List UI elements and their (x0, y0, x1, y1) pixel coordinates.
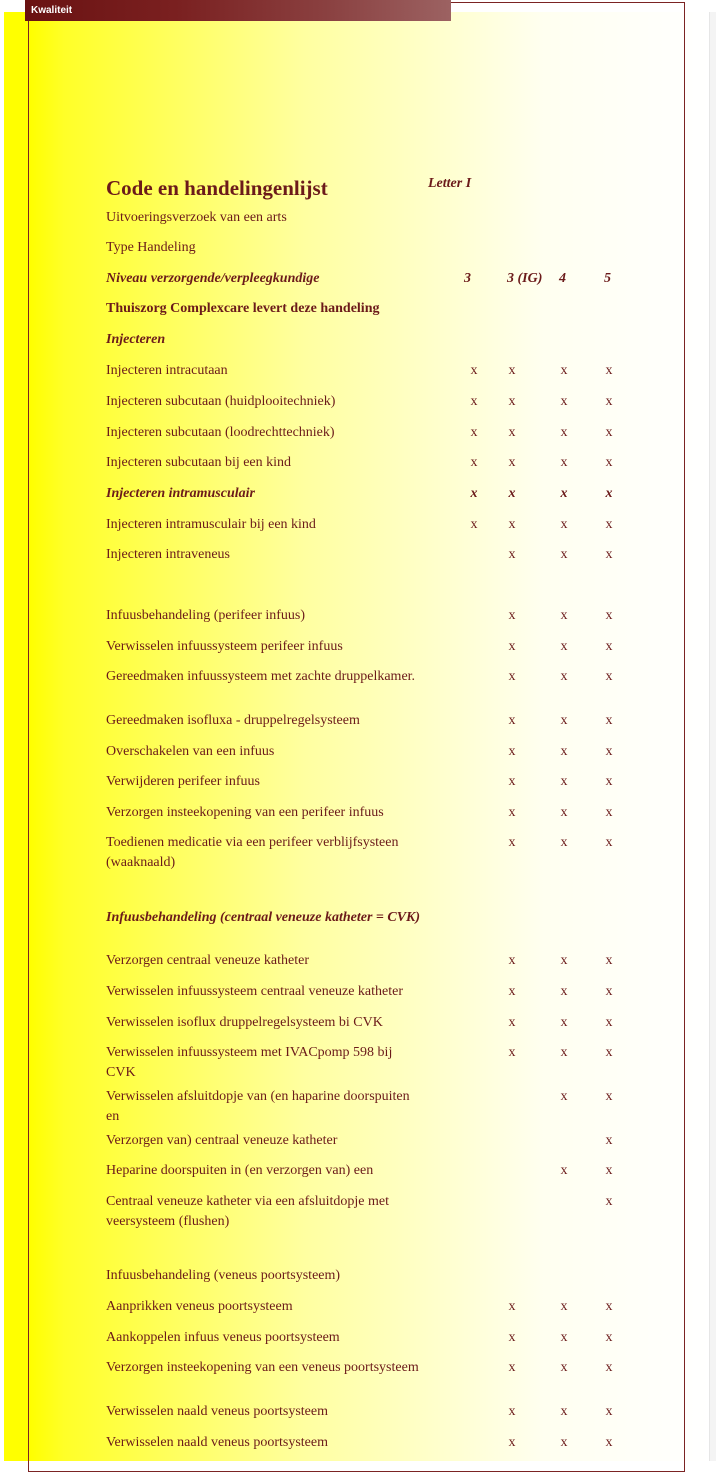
level-cell: x (470, 455, 478, 470)
level-cell: x (605, 984, 613, 999)
level-cell: x (605, 1404, 613, 1419)
level-cell: x (508, 1330, 516, 1345)
level-cell: x (508, 713, 516, 728)
level-cell: x (560, 608, 568, 623)
level-cell: x (508, 486, 516, 501)
level-cell: x (508, 1435, 516, 1450)
row-label: Injecteren subcutaan (loodrechttechniek) (106, 425, 335, 440)
level-3-header: 3 (464, 271, 471, 286)
level-cell: x (470, 394, 478, 409)
row-label: Verwisselen afsluitdopje van (en haparine doorspuiten en (106, 1089, 410, 1124)
row-label: Toedienen medicatie via een perifeer verblijfsysteen (waaknaald) (106, 835, 399, 870)
level-cell: x (605, 425, 613, 440)
level-cell: x (605, 1133, 613, 1148)
level-cell: x (560, 425, 568, 440)
letter-label: Letter I (428, 176, 472, 191)
level-cell: x (508, 744, 516, 759)
level-cell: x (508, 639, 516, 654)
level-cell: x (605, 1015, 613, 1030)
row-label: Verzorgen van) centraal veneuze katheter (106, 1133, 338, 1148)
level-cell: x (560, 486, 568, 501)
level-cell: x (560, 953, 568, 968)
level-cell: x (508, 1045, 516, 1060)
level-cell: x (605, 1089, 613, 1104)
level-cell: x (605, 669, 613, 684)
row-label: Injecteren intramusculair (106, 486, 255, 501)
level-cell: x (508, 363, 516, 378)
subtitle-label: Type Handeling (106, 240, 196, 255)
level-cell: x (508, 608, 516, 623)
level-cell: x (560, 669, 568, 684)
row-label: Injecteren (106, 332, 166, 347)
row-label: Infuusbehandeling (veneus poortsysteem) (106, 1268, 341, 1283)
header-tab: Kwaliteit (25, 0, 451, 21)
subtitle-label: Uitvoeringsverzoek van een arts (106, 210, 287, 225)
level-cell: x (605, 1299, 613, 1314)
level-cell: x (560, 517, 568, 532)
level-cell: x (605, 363, 613, 378)
level-cell: x (508, 455, 516, 470)
level-cell: x (605, 486, 613, 501)
row-label: Injecteren subcutaan bij een kind (106, 455, 292, 470)
level-cell: x (560, 639, 568, 654)
level-cell: x (560, 835, 568, 850)
level-cell: x (508, 835, 516, 850)
row-label: Overschakelen van een infuus (106, 744, 275, 759)
level-cell: x (508, 547, 516, 562)
row-label: Verwisselen infuussysteem perifeer infuus (106, 639, 343, 654)
row-label: Aanprikken veneus poortsysteem (106, 1299, 293, 1314)
row-label: Verzorgen centraal veneuze katheter (106, 953, 310, 968)
level-cell: x (605, 953, 613, 968)
level-cell: x (560, 363, 568, 378)
row-label: Verwisselen naald veneus poortsysteem (106, 1435, 328, 1450)
level-cell: x (560, 1299, 568, 1314)
level-5-header: 5 (604, 271, 611, 286)
page-title: Code en handelingenlijst (106, 176, 328, 200)
level-cell: x (560, 1360, 568, 1375)
level-cell: x (560, 1045, 568, 1060)
level-header-label: Niveau verzorgende/verpleegkundige (106, 271, 320, 286)
level-cell: x (560, 1015, 568, 1030)
row-label: Injecteren subcutaan (huidplooitechniek) (106, 394, 336, 409)
level-cell: x (470, 517, 478, 532)
level-cell: x (605, 1194, 613, 1209)
level-cell: x (470, 425, 478, 440)
row-label: Verwijderen perifeer infuus (106, 774, 260, 789)
level-cell: x (560, 984, 568, 999)
level-cell: x (560, 713, 568, 728)
level-cell: x (605, 517, 613, 532)
level-cell: x (605, 744, 613, 759)
level-cell: x (508, 805, 516, 820)
level-cell: x (508, 1404, 516, 1419)
level-cell: x (560, 744, 568, 759)
level-cell: x (605, 455, 613, 470)
level-4-header: 4 (559, 271, 566, 286)
level-cell: x (560, 455, 568, 470)
row-label: Centraal veneuze katheter via een afsluitdopje met veersysteem (flushen) (106, 1194, 389, 1229)
level-cell: x (605, 639, 613, 654)
row-label: Injecteren intracutaan (106, 363, 228, 378)
level-cell: x (605, 805, 613, 820)
level-cell: x (605, 547, 613, 562)
row-label: Gereedmaken isofluxa - druppelregelsysteem (106, 713, 360, 728)
level-cell: x (605, 1360, 613, 1375)
row-label: Infuusbehandeling (perifeer infuus) (106, 608, 306, 623)
row-label: Aankoppelen infuus veneus poortsysteem (106, 1330, 340, 1345)
row-label: Verwisselen isoflux druppelregelsysteem bi CVK (106, 1015, 383, 1030)
level-cell: x (470, 486, 478, 501)
level-cell: x (508, 984, 516, 999)
level-cell: x (560, 805, 568, 820)
level-cell: x (560, 1089, 568, 1104)
level-cell: x (560, 1330, 568, 1345)
row-label: Injecteren intramusculair bij een kind (106, 517, 316, 532)
row-label: Thuiszorg Complexcare levert deze handeling (106, 301, 380, 316)
level-cell: x (508, 517, 516, 532)
level-cell: x (508, 953, 516, 968)
level-cell: x (605, 394, 613, 409)
level-cell: x (508, 1015, 516, 1030)
row-label: Verwisselen naald veneus poortsysteem (106, 1404, 328, 1419)
row-label: Injecteren intraveneus (106, 547, 230, 562)
level-cell: x (508, 1360, 516, 1375)
row-label: Verzorgen insteekopening van een perifeer infuus (106, 805, 384, 820)
row-label: Verzorgen insteekopening van een veneus poortsysteem (106, 1360, 419, 1375)
level-cell: x (560, 1404, 568, 1419)
level-cell: x (605, 774, 613, 789)
row-label: Verwisselen infuussysteem centraal veneuze katheter (106, 984, 403, 999)
level-cell: x (560, 1163, 568, 1178)
level-cell: x (560, 547, 568, 562)
level-cell: x (508, 669, 516, 684)
level-cell: x (508, 425, 516, 440)
level-cell: x (605, 608, 613, 623)
level-cell: x (605, 1163, 613, 1178)
level-cell: x (508, 1299, 516, 1314)
level-cell: x (560, 774, 568, 789)
level-cell: x (560, 1435, 568, 1450)
level-cell: x (508, 394, 516, 409)
row-label: Verwisselen infuussysteem met IVACpomp 598 bij CVK (106, 1045, 393, 1080)
level-cell: x (605, 713, 613, 728)
row-label: Heparine doorspuiten in (en verzorgen van) een (106, 1163, 374, 1178)
level-cell: x (470, 363, 478, 378)
scrollbar[interactable] (709, 12, 716, 1461)
level-cell: x (508, 774, 516, 789)
level-cell: x (605, 1330, 613, 1345)
level-3ig-header: 3 (IG) (507, 271, 543, 286)
row-label: Infuusbehandeling (centraal veneuze katheter = CVK) (106, 910, 421, 925)
row-label: Gereedmaken infuussysteem met zachte druppelkamer. (106, 669, 416, 684)
level-cell: x (605, 1435, 613, 1450)
level-cell: x (605, 1045, 613, 1060)
level-cell: x (560, 394, 568, 409)
level-cell: x (605, 835, 613, 850)
